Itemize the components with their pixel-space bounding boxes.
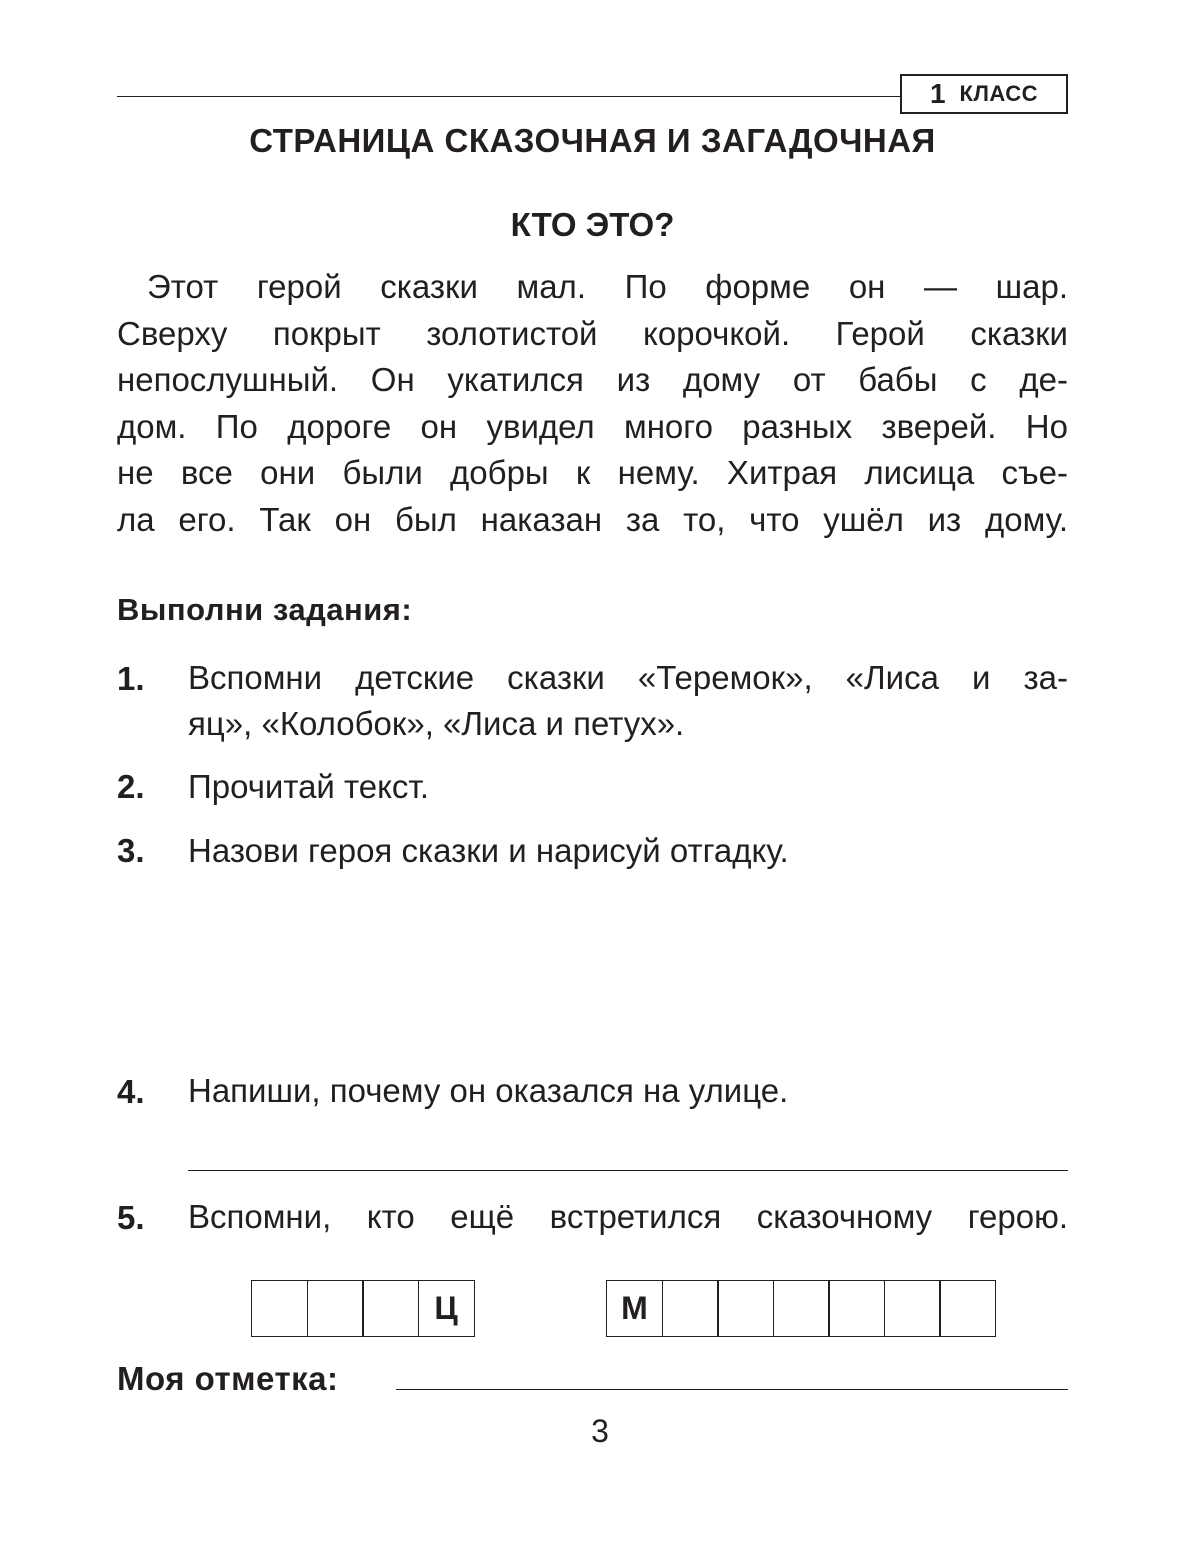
letter-cell[interactable] — [717, 1280, 774, 1337]
letter-cell[interactable] — [828, 1280, 885, 1337]
page-title: СТРАНИЦА СКАЗОЧНАЯ И ЗАГАДОЧНАЯ — [249, 122, 936, 159]
letter-cell[interactable] — [251, 1280, 308, 1337]
letter-cell[interactable] — [307, 1280, 364, 1337]
task-line: Напиши, почему он оказался на улице. — [188, 1072, 789, 1109]
task-text — [188, 828, 789, 874]
grade-word: КЛАСС — [959, 81, 1039, 106]
task-number: 2. — [117, 768, 145, 805]
letter-cell[interactable] — [362, 1280, 419, 1337]
task-text — [188, 1194, 1068, 1240]
letter-cell[interactable] — [939, 1280, 996, 1337]
header-rule — [117, 96, 900, 97]
story-line: ла его. Так он был наказан за то, что ушёл из дому. — [117, 500, 1068, 538]
task-line: Прочитай текст. — [188, 768, 430, 805]
letter-cell[interactable] — [662, 1280, 719, 1337]
grade-number: 1 — [929, 78, 946, 109]
task-text — [188, 764, 429, 810]
task-number: 4. — [117, 1073, 145, 1110]
tasks-heading: Выполни задания: — [117, 592, 413, 627]
letter-cell: М — [606, 1280, 663, 1337]
story-line: непослушный. Он укатился из дому от бабы с де- — [117, 361, 1068, 398]
letter-cell[interactable] — [773, 1280, 830, 1337]
task-line: Назови героя сказки и нарисуй отгадку. — [188, 832, 789, 869]
task-number: 1. — [117, 660, 145, 697]
grade-badge — [900, 74, 1068, 114]
story-line: дом. По дороге он увидел много разных зверей. Но — [117, 407, 1068, 445]
task-line: яц», «Колобок», «Лиса и петух». — [188, 705, 685, 742]
story-line: Этот герой сказки мал. По форме он — шар. — [147, 268, 1068, 305]
letter-cell[interactable] — [884, 1280, 941, 1337]
letter-cell: Ц — [418, 1280, 475, 1337]
word-puzzle-1 — [251, 1280, 475, 1337]
page-number: 3 — [591, 1413, 609, 1449]
grade-line[interactable] — [396, 1389, 1068, 1390]
story-line: Сверху покрыт золотистой корочкой. Герой сказки — [117, 314, 1068, 352]
section-title: КТО ЭТО? — [510, 206, 675, 243]
drawing-area[interactable] — [188, 890, 1068, 1060]
task-number: 3. — [117, 832, 145, 869]
story-line: не все они были добры к нему. Хитрая лисица съе- — [117, 454, 1068, 491]
my-grade-label: Моя отметка: — [117, 1360, 339, 1397]
answer-line[interactable] — [188, 1170, 1068, 1171]
task-text — [188, 1068, 788, 1114]
word-puzzle-2 — [606, 1280, 996, 1337]
task-number: 5. — [117, 1199, 145, 1236]
task-line: Вспомни, кто ещё встретился сказочному герою. — [188, 1198, 1068, 1235]
task-text — [188, 655, 1068, 747]
task-line: Вспомни детские сказки «Теремок», «Лиса и за- — [188, 659, 1068, 696]
story-text — [117, 264, 1068, 543]
